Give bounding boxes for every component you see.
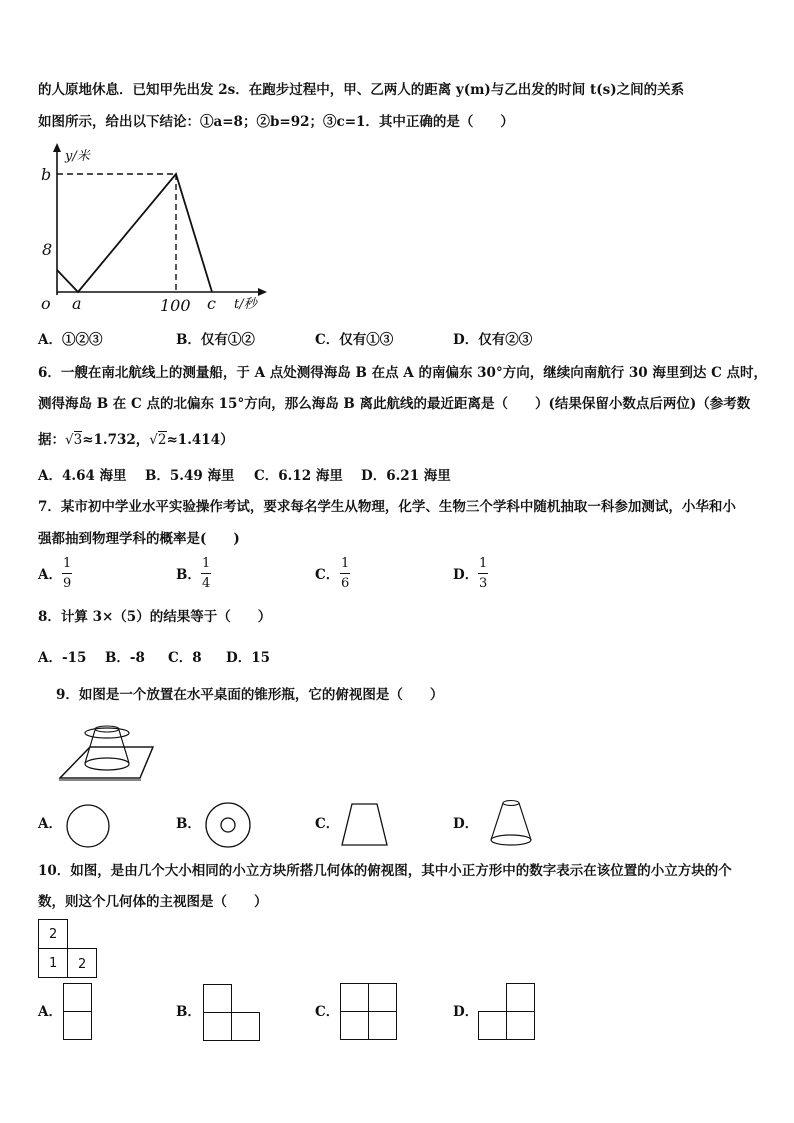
q5-graph-ylabel: y/米 (65, 149, 90, 164)
q7-option-b-label: B． (176, 567, 201, 583)
q10-c-square (340, 983, 369, 1012)
q10-c-square (368, 1011, 397, 1040)
sqrt-icon: √ (149, 432, 158, 448)
q5-graph-c-label: c (207, 294, 216, 313)
q9-line1: 9．如图是一个放置在水平桌面的锥形瓶，它的俯视图是（ ） (56, 687, 444, 703)
q7-option-a-label: A． (38, 567, 62, 583)
grid-number-bottom-right: 2 (78, 957, 87, 972)
q8-line1: 8．计算 3×（5）的结果等于（ ） (38, 609, 272, 625)
q6-line2: 测得海岛 B 在 C 点的北偏东 15°方向，那么海岛 B 离此航线的最近距离是（ ）(结果保留小数点后两位)（参考数 (38, 396, 751, 412)
q10-b-square (203, 984, 232, 1013)
q10-option-d-label: D． (453, 1004, 479, 1020)
q6-option-d: D．6.21 海里 (361, 468, 451, 484)
q8-option-a: A．-15 (38, 650, 87, 666)
fraction-denominator: 3 (479, 576, 488, 591)
q6-option-a: A．4.64 海里 (38, 468, 127, 484)
fraction-denominator: 4 (202, 576, 211, 591)
q6-line1: 6．一艘在南北航线上的测量船，于 A 点处测得海岛 B 在点 A 的南偏东 30°方向，继续向南航行 30 海里到达 C 点时， (38, 365, 768, 381)
fraction-numerator: 1 (202, 556, 211, 571)
q6-option-b: B．5.49 海里 (145, 468, 235, 484)
q6-option-c: C．6.12 海里 (254, 468, 343, 484)
fraction-denominator: 6 (341, 576, 350, 591)
fraction-denominator: 9 (63, 576, 72, 591)
q5-option-a: A．①②③ (38, 332, 103, 348)
q6-approx3: ≈1.732， (82, 432, 150, 448)
q6-line3-prefix: 据： (38, 432, 65, 448)
q5-option-b: B．仅有①② (176, 332, 255, 348)
q5-graph-o-label: o (41, 294, 51, 313)
q10-b-square (203, 1012, 232, 1041)
q5-graph-100-label: 100 (160, 296, 191, 315)
q5-option-c: C．仅有①③ (315, 332, 394, 348)
sqrt-icon: √ (65, 432, 74, 448)
q8-option-d: D．15 (226, 650, 270, 666)
q6-sqrt3: 3 (73, 432, 83, 448)
q10-line2: 数，则这个几何体的主视图是（ ） (38, 894, 268, 910)
q10-a-square (63, 1011, 92, 1040)
q10-option-c-label: C． (315, 1004, 340, 1020)
q10-d-square (506, 1011, 535, 1040)
q5-option-d: D．仅有②③ (453, 332, 533, 348)
fraction-numerator: 1 (63, 556, 72, 571)
fraction-numerator: 1 (479, 556, 488, 571)
q10-c-square (368, 983, 397, 1012)
q10-option-a-label: A． (38, 1004, 62, 1020)
q5-graph-8-label: 8 (42, 240, 53, 259)
q5-graph-a-label: a (72, 294, 82, 313)
q10-line1: 10．如图，是由几个大小相同的小立方块所搭几何体的俯视图，其中小正方形中的数字表示在该位置的小立方块的个 (38, 863, 732, 879)
q8-option-b: B．-8 (105, 650, 145, 666)
q10-b-square (231, 1012, 260, 1041)
q10-option-b-label: B． (176, 1004, 201, 1020)
q10-a-square (63, 983, 92, 1012)
q7-line2: 强都抽到物理学科的概率是( ) (38, 531, 240, 547)
q7-option-c-label: C． (315, 567, 340, 583)
q5-line2: 如图所示，给出以下结论：①a=8；②b=92；③c=1．其中正确的是（ ） (38, 114, 514, 130)
q9-option-b-label: B． (176, 816, 201, 832)
grid-number-top-left: 2 (49, 927, 58, 942)
q7-line1: 7．某市初中学业水平实验操作考试，要求每名学生从物理，化学、生物三个学科中随机抽取一科参加测试，小华和小 (38, 499, 736, 515)
q9-option-a-label: A． (38, 816, 62, 832)
q10-c-square (340, 1011, 369, 1040)
q10-d-square (506, 983, 535, 1012)
q8-option-c: C．8 (168, 650, 202, 666)
q5-graph-xlabel: t/秒 (234, 297, 257, 312)
fraction-numerator: 1 (341, 556, 350, 571)
grid-number-bottom-left: 1 (49, 956, 58, 971)
q6-approx2: ≈1.414） (166, 432, 234, 448)
q9-option-d-label: D． (453, 816, 479, 832)
q5-line1: 的人原地休息．已知甲先出发 2s．在跑步过程中，甲、乙两人的距离 y(m)与乙出发的时间 t(s)之间的关系 (38, 82, 685, 98)
q10-d-square (478, 1011, 507, 1040)
q7-option-d-label: D． (453, 567, 479, 583)
q5-graph-b-label: b (41, 165, 52, 184)
q9-option-c-label: C． (315, 816, 340, 832)
q6-sqrt2: 2 (157, 432, 167, 448)
